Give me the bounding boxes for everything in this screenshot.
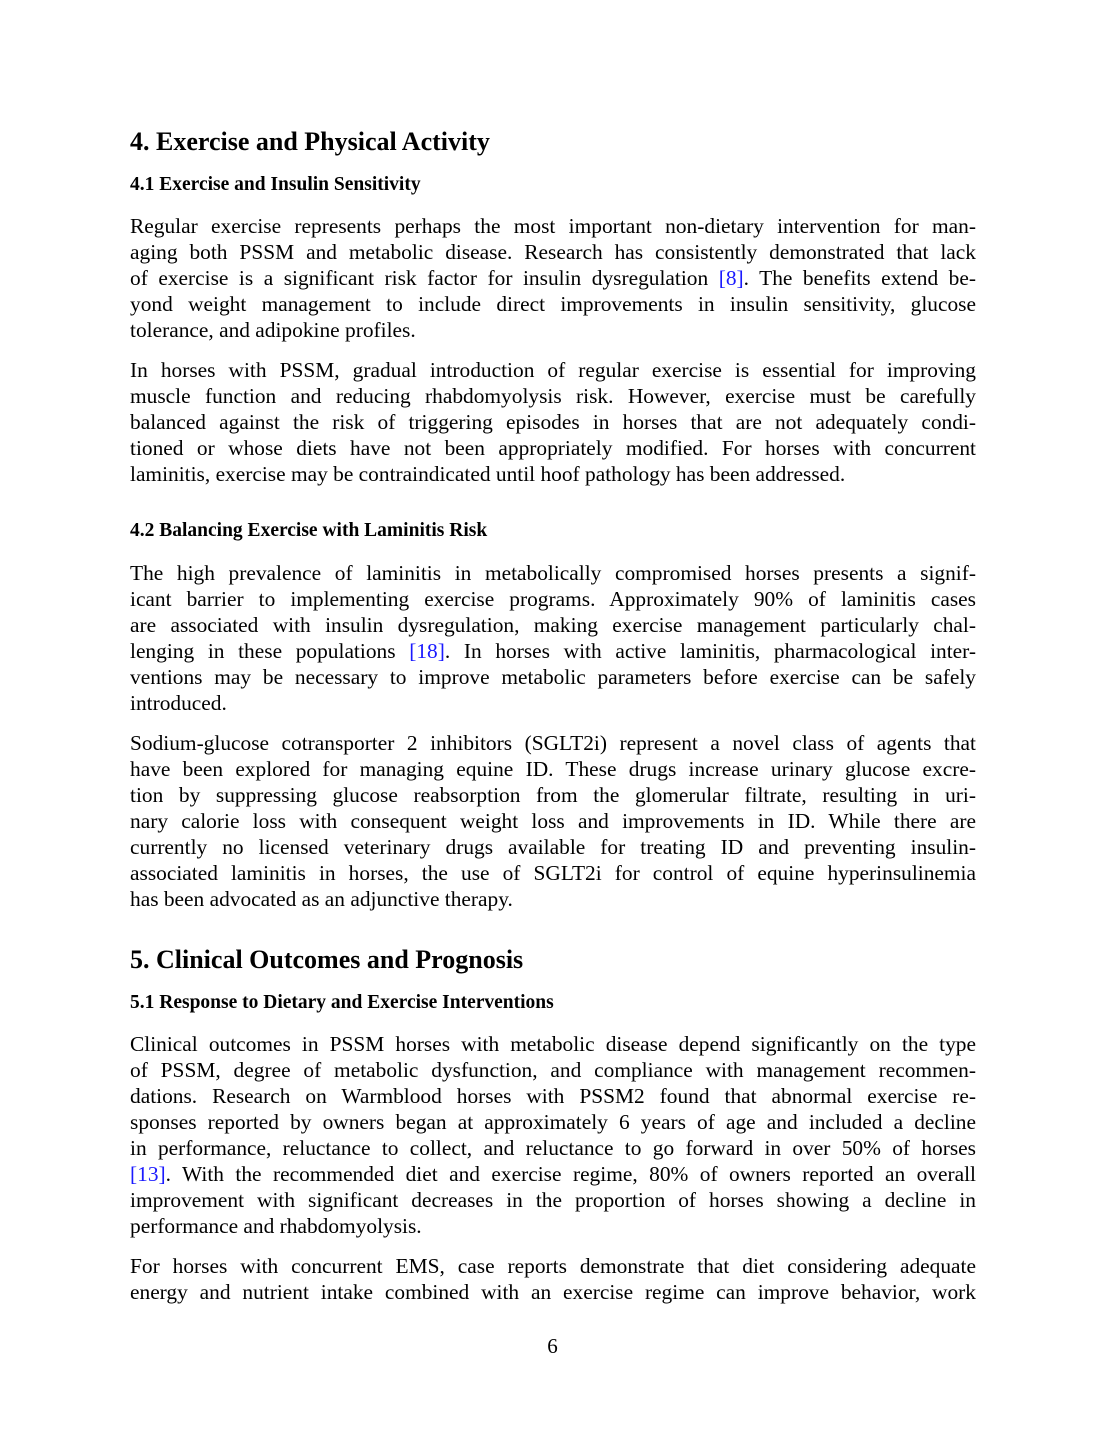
page-number: 6	[547, 1334, 558, 1358]
text-line: ventions may be necessary to improve metabolic parameters before exercise can be safely	[130, 665, 976, 689]
text-line: currently no licensed veterinary drugs available for treating ID and preventing insulin-	[130, 835, 976, 859]
text-fragment: lenging in these populations	[130, 639, 410, 663]
paragraph-5-1-2	[130, 1253, 976, 1305]
text-line: improvement with significant decreases in the proportion of horses showing a decline in	[130, 1188, 976, 1212]
paragraph-4-2-2	[130, 730, 976, 912]
subsection-heading-4-1: 4.1 Exercise and Insulin Sensitivity	[130, 174, 421, 195]
text-line: of PSSM, degree of metabolic dysfunction, and compliance with management recommen-	[130, 1058, 976, 1082]
text-line: are associated with insulin dysregulation, making exercise management particularly chal-	[130, 613, 976, 637]
paragraph-4-1-1	[130, 213, 976, 343]
text-line: laminitis, exercise may be contraindicated until hoof pathology has been addressed.	[130, 462, 846, 486]
text-line: introduced.	[130, 691, 227, 715]
text-line: performance and rhabdomyolysis.	[130, 1214, 422, 1238]
text-line: Sodium-glucose cotransporter 2 inhibitors (SGLT2i) represent a novel class of agents that	[130, 731, 976, 755]
text-line: energy and nutrient intake combined with an exercise regime can improve behavior, work	[130, 1280, 976, 1304]
text-line: have been explored for managing equine ID. These drugs increase urinary glucose excre-	[130, 757, 976, 781]
section-heading-4: 4. Exercise and Physical Activity	[130, 127, 490, 156]
text-line: tolerance, and adipokine profiles.	[130, 318, 416, 342]
text-line-with-citation	[130, 265, 976, 291]
text-line: has been advocated as an adjunctive therapy.	[130, 887, 513, 911]
text-line: In horses with PSSM, gradual introduction of regular exercise is essential for improving	[130, 358, 976, 382]
paragraph-4-1-2	[130, 357, 976, 487]
paragraph-5-1-1	[130, 1031, 976, 1239]
text-line: aging both PSSM and metabolic disease. Research has consistently demonstrated that lack	[130, 240, 976, 264]
text-line: For horses with concurrent EMS, case reports demonstrate that diet considering adequate	[130, 1254, 976, 1278]
text-line: icant barrier to implementing exercise programs. Approximately 90% of laminitis cases	[130, 587, 976, 611]
text-line: in performance, reluctance to collect, and reluctance to go forward in over 50% of horses	[130, 1136, 976, 1160]
text-fragment: . In horses with active laminitis, pharmacological inter-	[444, 639, 976, 663]
citation-link-13[interactable]: [13]	[130, 1162, 166, 1186]
text-line: muscle function and reducing rhabdomyolysis risk. However, exercise must be carefully	[130, 384, 976, 408]
text-line: associated laminitis in horses, the use of SGLT2i for control of equine hyperinsulinemia	[130, 861, 976, 885]
citation-link-8[interactable]: [8]	[718, 266, 744, 290]
text-line: tion by suppressing glucose reabsorption from the glomerular filtrate, resulting in uri-	[130, 783, 976, 807]
text-fragment: of exercise is a significant risk factor for insulin dysregulation	[130, 266, 719, 290]
text-line: dations. Research on Warmblood horses with PSSM2 found that abnormal exercise re-	[130, 1084, 976, 1108]
text-line: balanced against the risk of triggering episodes in horses that are not adequately condi-	[130, 410, 976, 434]
text-line: sponses reported by owners began at approximately 6 years of age and included a decline	[130, 1110, 976, 1134]
text-fragment: . With the recommended diet and exercise regime, 80% of owners reported an overall	[165, 1162, 976, 1186]
text-line-with-citation	[130, 638, 976, 664]
text-line-with-citation	[130, 1161, 976, 1187]
text-line: Clinical outcomes in PSSM horses with metabolic disease depend significantly on the type	[130, 1032, 976, 1056]
section-heading-5: 5. Clinical Outcomes and Prognosis	[130, 945, 524, 974]
text-fragment: . The benefits extend be-	[743, 266, 976, 290]
subsection-heading-4-2: 4.2 Balancing Exercise with Laminitis Risk	[130, 520, 488, 541]
text-line: nary calorie loss with consequent weight loss and improvements in ID. While there are	[130, 809, 976, 833]
paragraph-4-2-1	[130, 560, 976, 716]
subsection-heading-5-1: 5.1 Response to Dietary and Exercise Interventions	[130, 992, 554, 1013]
text-line: tioned or whose diets have not been appropriately modified. For horses with concurrent	[130, 436, 976, 460]
text-line: Regular exercise represents perhaps the most important non-dietary intervention for man-	[130, 214, 976, 238]
text-line: The high prevalence of laminitis in metabolically compromised horses presents a signif-	[130, 561, 976, 585]
citation-link-18[interactable]: [18]	[409, 639, 445, 663]
text-line: yond weight management to include direct improvements in insulin sensitivity, glucose	[130, 292, 976, 316]
